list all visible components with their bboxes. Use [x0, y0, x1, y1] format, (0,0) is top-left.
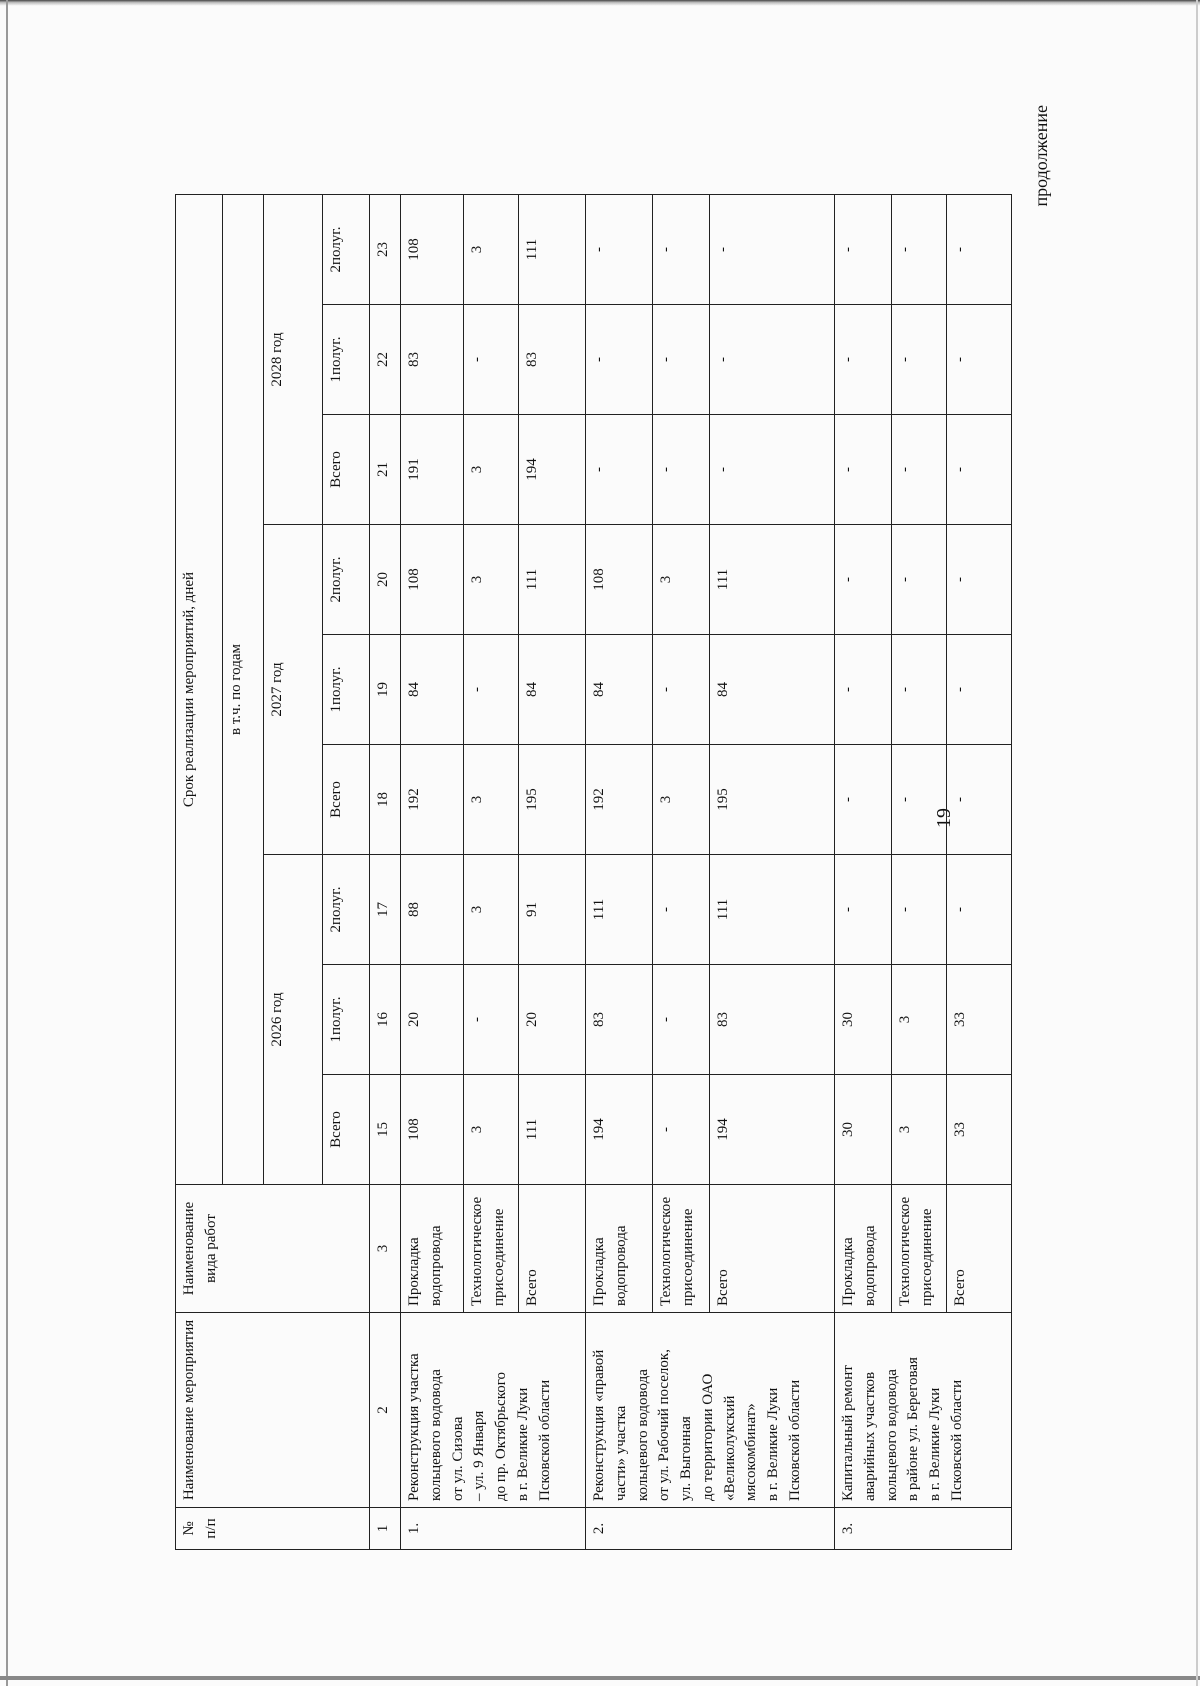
header-sub-3-3: 2полуг. [323, 195, 370, 305]
scan-edge-top [0, 0, 1200, 6]
value-cell: - [835, 415, 892, 525]
value-cell: 195 [710, 745, 835, 855]
value-cell: 194 [519, 415, 586, 525]
column-number-1: 1 [370, 1508, 401, 1550]
value-cell: 84 [586, 635, 653, 745]
value-cell: 111 [586, 855, 653, 965]
value-cell: - [586, 195, 653, 305]
value-cell: 3 [464, 745, 519, 855]
value-cell: - [653, 1075, 710, 1185]
header-work-type: Наименование вида работ [176, 1185, 370, 1313]
scan-edge-left [6, 0, 8, 1686]
column-number-12: 23 [370, 195, 401, 305]
work-type: Технологическое присоединение [464, 1185, 519, 1313]
work-type: Прокладка водопровода [401, 1185, 464, 1313]
work-type: Всего [519, 1185, 586, 1313]
work-type: Технологическое присоединение [653, 1185, 710, 1313]
column-number-9: 20 [370, 525, 401, 635]
value-cell: - [464, 635, 519, 745]
value-cell: 3 [464, 195, 519, 305]
value-cell: 88 [401, 855, 464, 965]
header-sub-1-1: Всего [323, 1075, 370, 1185]
header-sub-3-1: Всего [323, 415, 370, 525]
value-cell: - [710, 305, 835, 415]
page-number: 19 [933, 808, 955, 828]
value-cell: - [892, 195, 947, 305]
header-row-1 [176, 195, 223, 1550]
event-name: Реконструкция участка кольцевого водовода от ул. Сизова – ул. 9 Января до пр. Октябрьского в г. Великие Луки Псковской области [401, 1313, 586, 1508]
value-cell: 3 [892, 1075, 947, 1185]
value-cell: 84 [710, 635, 835, 745]
header-sub-2-3: 2полуг. [323, 525, 370, 635]
header-by-years: в т.ч. по годам [223, 195, 264, 1185]
value-cell: 192 [586, 745, 653, 855]
value-cell: - [710, 195, 835, 305]
value-cell: - [710, 415, 835, 525]
value-cell: - [464, 305, 519, 415]
work-type: Прокладка водопровода [835, 1185, 892, 1313]
column-number-8: 19 [370, 635, 401, 745]
value-cell: 191 [401, 415, 464, 525]
header-sub-1-3: 2полуг. [323, 855, 370, 965]
event-name: Реконструкция «правой части» участка кольцевого водовода от ул. Рабочий поселок, ул. Выгонная до территории ОАО «Великолукский мясокомбинат» в г. Великие Луки Псковской области [586, 1313, 835, 1508]
column-number-row [370, 195, 401, 1550]
value-cell: 20 [519, 965, 586, 1075]
value-cell: 83 [519, 305, 586, 415]
value-cell: 194 [710, 1075, 835, 1185]
header-year-1: 2026 год [264, 855, 323, 1185]
value-cell: - [892, 305, 947, 415]
column-number-2: 2 [370, 1313, 401, 1508]
value-cell: - [653, 415, 710, 525]
value-cell: - [653, 965, 710, 1075]
value-cell: - [892, 525, 947, 635]
value-cell: - [835, 195, 892, 305]
value-cell: - [835, 745, 892, 855]
header-sub-1-2: 1полуг. [323, 965, 370, 1075]
value-cell: 195 [519, 745, 586, 855]
value-cell: 33 [947, 965, 1012, 1075]
value-cell: - [947, 305, 1012, 415]
value-cell: 91 [519, 855, 586, 965]
value-cell: 84 [519, 635, 586, 745]
header-sub-3-2: 1полуг. [323, 305, 370, 415]
value-cell: - [892, 855, 947, 965]
value-cell: 20 [401, 965, 464, 1075]
value-cell: 33 [947, 1075, 1012, 1185]
value-cell: 84 [401, 635, 464, 745]
value-cell: 3 [653, 745, 710, 855]
value-cell: - [892, 635, 947, 745]
value-cell: - [835, 305, 892, 415]
value-cell: 3 [464, 525, 519, 635]
scan-edge-right [1196, 0, 1198, 1686]
header-period: Срок реализации мероприятий, дней [176, 195, 223, 1185]
value-cell: 83 [586, 965, 653, 1075]
table-row [835, 195, 892, 1550]
event-number: 1. [401, 1508, 586, 1550]
work-type: Прокладка водопровода [586, 1185, 653, 1313]
column-number-5: 16 [370, 965, 401, 1075]
value-cell: - [653, 305, 710, 415]
value-cell: 111 [519, 195, 586, 305]
event-number: 3. [835, 1508, 1012, 1550]
column-number-10: 21 [370, 415, 401, 525]
work-type: Технологическое присоединение [892, 1185, 947, 1313]
value-cell: 111 [710, 525, 835, 635]
value-cell: 3 [464, 1075, 519, 1185]
column-number-4: 15 [370, 1075, 401, 1185]
value-cell: - [586, 415, 653, 525]
table-row [401, 195, 464, 1550]
value-cell: 194 [586, 1075, 653, 1185]
column-number-11: 22 [370, 305, 401, 415]
column-number-3: 3 [370, 1185, 401, 1313]
value-cell: 3 [653, 525, 710, 635]
header-event-name: Наименование мероприятия [176, 1313, 370, 1508]
value-cell: - [947, 635, 1012, 745]
value-cell: - [835, 525, 892, 635]
scan-edge-bottom [0, 1676, 1200, 1680]
header-year-3: 2028 год [264, 195, 323, 525]
column-number-7: 18 [370, 745, 401, 855]
value-cell: 30 [835, 965, 892, 1075]
value-cell: 111 [710, 855, 835, 965]
column-number-6: 17 [370, 855, 401, 965]
value-cell: - [586, 305, 653, 415]
value-cell: 108 [401, 1075, 464, 1185]
value-cell: - [835, 855, 892, 965]
value-cell: 108 [401, 525, 464, 635]
table-row [586, 195, 653, 1550]
value-cell: - [947, 525, 1012, 635]
value-cell: 83 [401, 305, 464, 415]
value-cell: - [464, 965, 519, 1075]
value-cell: - [947, 745, 1012, 855]
work-type: Всего [947, 1185, 1012, 1313]
value-cell: - [835, 635, 892, 745]
header-no: № п/п [176, 1508, 370, 1550]
schedule-table [175, 194, 1012, 1550]
value-cell: 108 [586, 525, 653, 635]
value-cell: 192 [401, 745, 464, 855]
value-cell: 3 [464, 855, 519, 965]
value-cell: - [653, 635, 710, 745]
value-cell: - [947, 415, 1012, 525]
header-sub-2-2: 1полуг. [323, 635, 370, 745]
value-cell: - [653, 195, 710, 305]
value-cell: 3 [464, 415, 519, 525]
event-name: Капитальный ремонт аварийных участков кольцевого водовода в районе ул. Береговая в г. Великие Луки Псковской области [835, 1313, 1012, 1508]
value-cell: 111 [519, 1075, 586, 1185]
value-cell: - [947, 195, 1012, 305]
event-number: 2. [586, 1508, 835, 1550]
value-cell: - [892, 745, 947, 855]
value-cell: 108 [401, 195, 464, 305]
continuation-label: продолжение [1031, 105, 1051, 207]
value-cell: - [947, 855, 1012, 965]
value-cell: - [653, 855, 710, 965]
value-cell: 3 [892, 965, 947, 1075]
rotated-sheet [175, 70, 1105, 1550]
header-sub-2-1: Всего [323, 745, 370, 855]
value-cell: 30 [835, 1075, 892, 1185]
header-year-2: 2027 год [264, 525, 323, 855]
value-cell: - [892, 415, 947, 525]
value-cell: 111 [519, 525, 586, 635]
value-cell: 83 [710, 965, 835, 1075]
work-type: Всего [710, 1185, 835, 1313]
